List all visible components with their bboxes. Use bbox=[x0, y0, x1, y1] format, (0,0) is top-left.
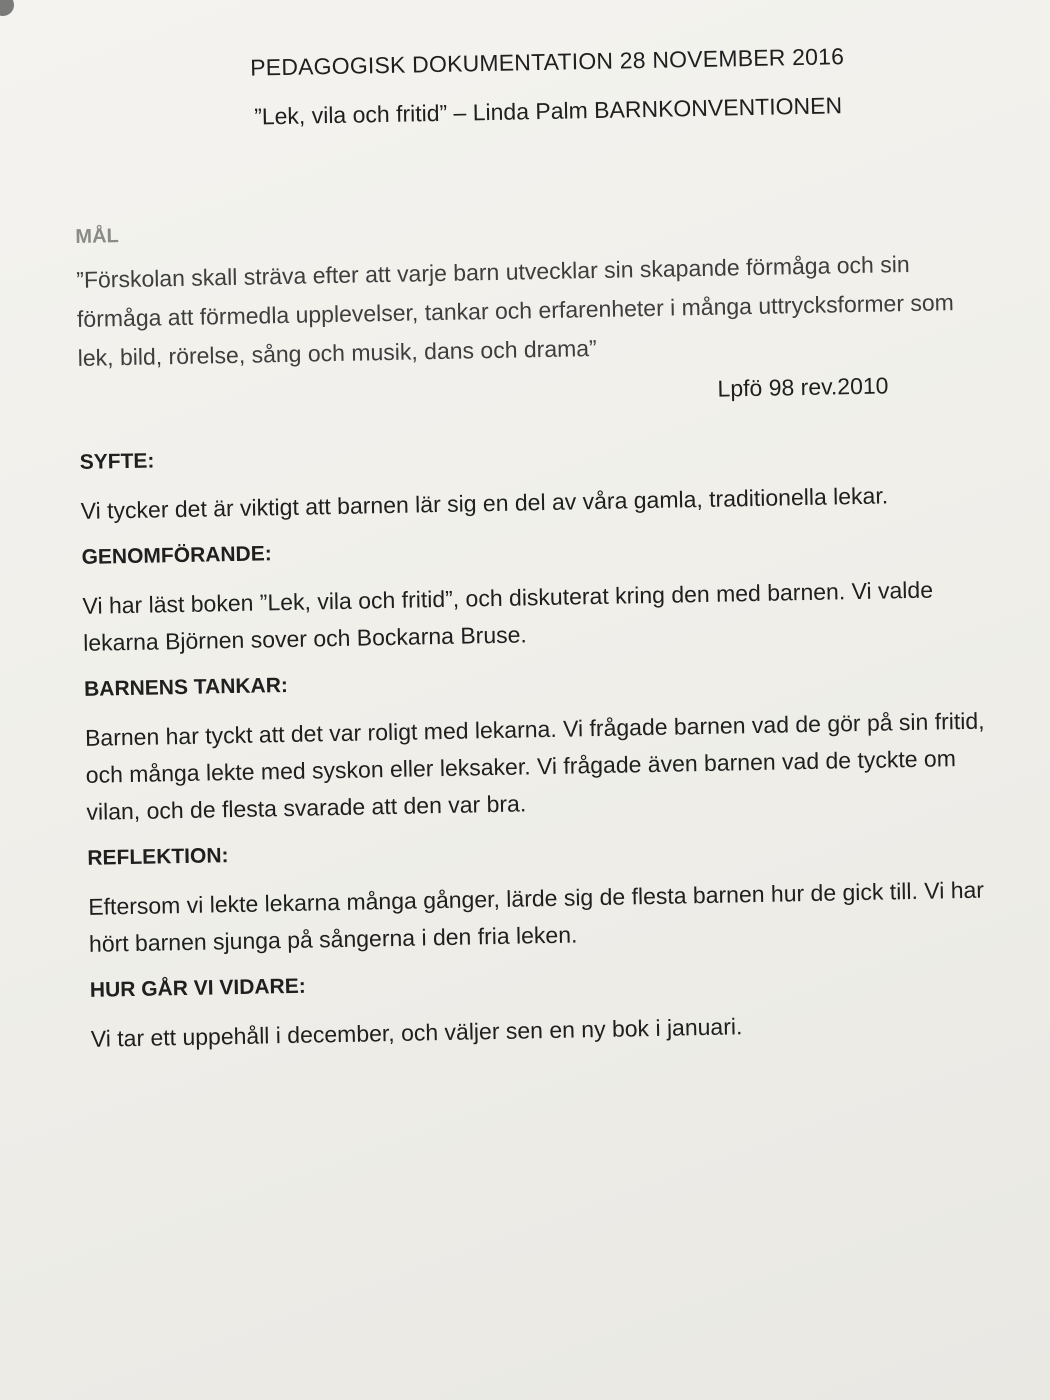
goal-quote: ”Förskolan skall sträva efter att varje barn utvecklar sin skapande förmåga och sin förmåga att förmedla upplevelser, tankar och erfarenheter i många uttrycksformer som lek, bild, rörelse, sång och musik, dans och drama” bbox=[76, 250, 955, 371]
document-body bbox=[72, 41, 1001, 1074]
document-subtitle: ”Lek, vila och fritid” – Linda Palm BARNKONVENTIONEN bbox=[253, 92, 843, 130]
section-text-genomforande: Vi har läst boken ”Lek, vila och fritid”, och diskuterat kring den med barnen. Vi valde lekarna Björnen sover och Bockarna Bruse. bbox=[82, 576, 934, 656]
section-text-barnens-tankar: Barnen har tyckt att det var roligt med lekarna. Vi frågade barnen vad de gör på sin fritid, och många lekte med syskon eller leksaker. Vi frågade även barnen vad de tyckte om vilan, och de flesta svarade att den var bra. bbox=[84, 707, 985, 825]
section-text-reflektion: Eftersom vi lekte lekarna många gånger, lärde sig de flesta barnen hur de gick till. Vi har hört barnen sjunga på sångerna i den fria leken. bbox=[88, 876, 985, 957]
section-heading-reflektion: REFLEKTION: bbox=[87, 844, 229, 870]
section-heading-syfte: SYFTE: bbox=[79, 449, 155, 474]
section-heading-hur-gar-vi-vidare: HUR GÅR VI VIDARE: bbox=[89, 974, 306, 1002]
section-heading-barnens-tankar: BARNENS TANKAR: bbox=[83, 673, 289, 701]
goal-source: Lpfö 98 rev.2010 bbox=[717, 372, 889, 402]
section-text-syfte: Vi tycker det är viktigt att barnen lär sig en del av våra gamla, traditionella lekar. bbox=[80, 482, 889, 524]
section-heading-genomforande: GENOMFÖRANDE: bbox=[81, 542, 272, 569]
section-text-hur-gar-vi-vidare: Vi tar ett uppehåll i december, och väljer sen en ny bok i januari. bbox=[90, 1013, 743, 1052]
punch-hole bbox=[0, 0, 14, 16]
document-title: PEDAGOGISK DOKUMENTATION 28 NOVEMBER 2016 bbox=[249, 43, 845, 81]
goal-heading: MÅL bbox=[75, 225, 119, 248]
